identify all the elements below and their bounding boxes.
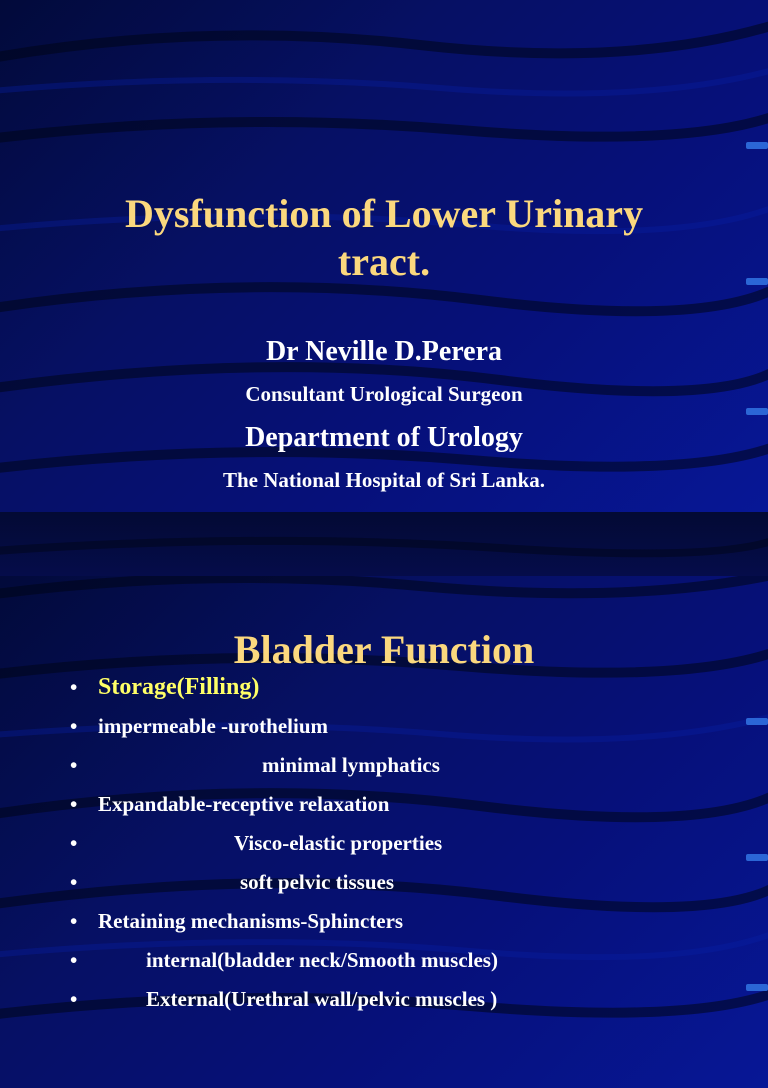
bullet-item: • minimal lymphatics xyxy=(70,746,750,785)
decorative-dash xyxy=(746,408,768,415)
presenter-role: Consultant Urological Surgeon xyxy=(245,382,523,406)
slide-title xyxy=(0,626,768,674)
bullet-item: • impermeable -urothelium xyxy=(70,707,750,746)
bullet-text: soft pelvic tissues xyxy=(240,870,394,894)
slide-2 xyxy=(0,576,768,1088)
bullet-item: • internal(bladder neck/Smooth muscles) xyxy=(70,941,750,980)
slide-title-text: Bladder Function xyxy=(233,627,535,672)
bullet-text: External(Urethral wall/pelvic muscles ) xyxy=(146,987,498,1011)
title-line-2: tract. xyxy=(337,239,431,284)
presenter-name: Dr Neville D.Perera xyxy=(265,336,503,367)
slide-1 xyxy=(0,0,768,512)
bullet-text: Retaining mechanisms-Sphincters xyxy=(98,909,404,933)
slide-gap xyxy=(0,512,768,576)
title-line-1: Dysfunction of Lower Urinary xyxy=(124,191,644,236)
bullet-text: impermeable -urothelium xyxy=(98,714,328,738)
bullet-item: • soft pelvic tissues xyxy=(70,863,750,902)
hospital-name: The National Hospital of Sri Lanka. xyxy=(222,468,546,492)
bullet-text: Storage(Filling) xyxy=(98,674,260,700)
slide-title xyxy=(0,190,768,286)
bullet-text: minimal lymphatics xyxy=(262,753,440,777)
bullet-item: • Expandable-receptive relaxation xyxy=(70,785,750,824)
bullet-item: • Visco-elastic properties xyxy=(70,824,750,863)
department-name: Department of Urology xyxy=(245,422,523,453)
bullet-text: Visco-elastic properties xyxy=(234,831,443,855)
decorative-dash xyxy=(746,142,768,149)
bullet-item: • Storage(Filling) xyxy=(70,668,750,707)
bullet-text: Expandable-receptive relaxation xyxy=(98,792,390,816)
bullet-text: internal(bladder neck/Smooth muscles) xyxy=(146,948,498,972)
bullet-item: • Retaining mechanisms-Sphincters xyxy=(70,902,750,941)
bullet-list xyxy=(70,668,750,1019)
bullet-item: • External(Urethral wall/pelvic muscles ) xyxy=(70,980,750,1019)
